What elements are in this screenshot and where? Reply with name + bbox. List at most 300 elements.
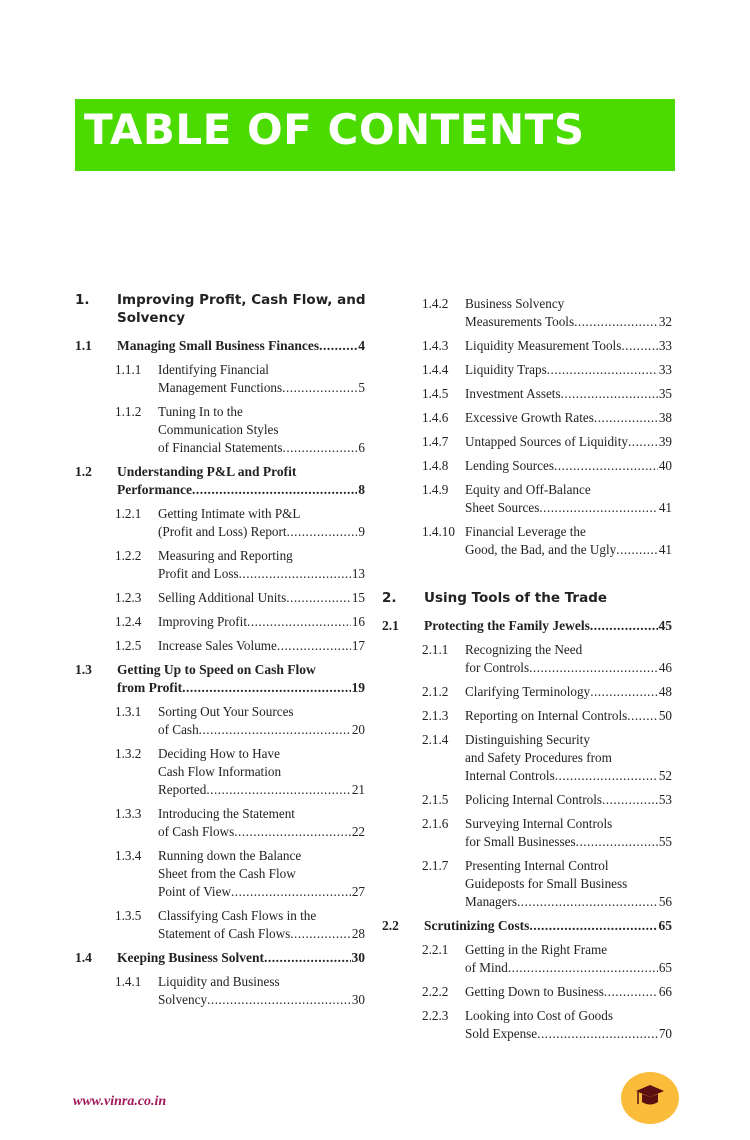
entry-title-line [465, 791, 672, 809]
entry-title-text: Improving Profit, Cash Flow, and [117, 292, 366, 308]
entry-number: 1.2.5 [115, 638, 142, 653]
subsection-entry[interactable] [382, 295, 672, 331]
entry-title-line [158, 421, 365, 439]
entry-number: 2.1.6 [422, 816, 449, 831]
entry-title-line [465, 833, 672, 851]
entry-title-line [465, 941, 672, 959]
page-number[interactable]: 30 [351, 992, 365, 1007]
entry-title-line [158, 805, 365, 823]
page-number[interactable]: 32 [658, 314, 672, 329]
footer-url-link[interactable]: www.vinra.co.in [73, 1094, 167, 1109]
entry-title-line [158, 565, 365, 583]
dot-leader [234, 823, 351, 841]
entry-body [158, 403, 365, 457]
entry-body [158, 361, 365, 397]
page-number[interactable]: 35 [658, 386, 672, 401]
entry-number: 2.1.5 [422, 792, 449, 807]
entry-number: 1.3.1 [115, 704, 142, 719]
entry-title-text: Communication Styles [158, 422, 279, 437]
page-number[interactable]: 65 [658, 960, 672, 975]
page-number[interactable]: 41 [658, 542, 672, 557]
entry-body [465, 815, 672, 851]
subsection-entry[interactable] [75, 745, 365, 799]
dot-leader [574, 313, 658, 331]
subsection-entry[interactable] [75, 613, 365, 631]
entry-title-text: Presenting Internal Control [465, 858, 609, 873]
entry-title-line [158, 847, 365, 865]
entry-number: 1.2.1 [115, 506, 142, 521]
page-number[interactable]: 15 [351, 590, 365, 605]
entry-title-text: Scrutinizing Costs [424, 918, 530, 933]
entry-title-line [465, 361, 672, 379]
entry-title-line [465, 683, 672, 701]
entry-title-line [117, 481, 365, 499]
entry-title-line [158, 613, 365, 631]
entry-title-line [424, 617, 672, 635]
entry-title-text: Reported [158, 782, 207, 797]
entry-title-text: Using Tools of the Trade [424, 590, 608, 606]
entry-number: 1.3.2 [115, 746, 142, 761]
entry-title-line [465, 409, 672, 427]
page-number[interactable]: 8 [358, 482, 365, 497]
subsection-entry[interactable] [75, 973, 365, 1009]
entry-body [465, 337, 672, 355]
entry-title-text: Measuring and Reporting [158, 548, 293, 563]
entry-title-text: Statement of Cash Flows [158, 926, 291, 941]
page-number[interactable]: 16 [351, 614, 365, 629]
entry-number: 1.4.3 [422, 338, 449, 353]
page-number[interactable]: 55 [658, 834, 672, 849]
entry-title-text: Classifying Cash Flows in the [158, 908, 317, 923]
entry-title-line [158, 523, 365, 541]
entry-title-line [465, 875, 672, 893]
entry-title-text: Getting in the Right Frame [465, 942, 608, 957]
entry-title-text: Cash Flow Information [158, 764, 282, 779]
subsection-entry[interactable] [75, 637, 365, 655]
dot-leader [554, 457, 658, 475]
entry-number: 1.3 [75, 662, 92, 677]
entry-title-line [158, 403, 365, 421]
entry-title-line [158, 925, 365, 943]
page-number[interactable]: 28 [351, 926, 365, 941]
entry-title-text: (Profit and Loss) Report [158, 524, 287, 539]
entry-title-text: Surveying Internal Controls [465, 816, 613, 831]
entry-number: 2.1.7 [422, 858, 449, 873]
entry-number: 1.4.5 [422, 386, 449, 401]
entry-body [465, 457, 672, 475]
entry-title-line [158, 883, 365, 901]
entry-title-line [158, 781, 365, 799]
entry-title-text: Excessive Growth Rates [465, 410, 594, 425]
section-entry[interactable] [382, 917, 672, 935]
entry-body [158, 973, 365, 1009]
subsection-entry[interactable] [75, 505, 365, 541]
page-number[interactable]: 20 [351, 722, 365, 737]
page-number[interactable]: 30 [351, 950, 365, 965]
entry-number: 2.2 [382, 918, 399, 933]
entry-body [158, 805, 365, 841]
page-number[interactable]: 53 [658, 792, 672, 807]
subsection-entry[interactable] [382, 523, 672, 559]
entry-title-text: for Controls [465, 660, 530, 675]
entry-title-line [465, 731, 672, 749]
section-entry[interactable] [75, 661, 365, 697]
dot-leader [627, 707, 658, 725]
page-number[interactable]: 33 [658, 338, 672, 353]
subsection-entry[interactable] [75, 703, 365, 739]
subsection-entry[interactable] [382, 983, 672, 1001]
entry-title-text: Looking into Cost of Goods [465, 1008, 613, 1023]
page-number[interactable]: 66 [658, 984, 672, 999]
entry-title-line [465, 1025, 672, 1043]
entry-title-line [117, 949, 365, 967]
entry-number: 2.2.3 [422, 1008, 449, 1023]
page-number[interactable]: 33 [658, 362, 672, 377]
page-number[interactable]: 39 [658, 434, 672, 449]
subsection-entry[interactable] [382, 1007, 672, 1043]
dot-leader [277, 637, 351, 655]
entry-title-line [158, 439, 365, 457]
entry-body [465, 791, 672, 809]
entry-body [158, 589, 365, 607]
dot-leader [590, 617, 658, 635]
entry-title-text: Investment Assets [465, 386, 561, 401]
entry-body [465, 1007, 672, 1043]
page-number[interactable]: 13 [351, 566, 365, 581]
entry-title-line [465, 481, 672, 499]
page-number[interactable]: 6 [358, 440, 365, 455]
entry-title-line [465, 1007, 672, 1025]
dot-leader [319, 337, 357, 355]
subsection-entry[interactable] [382, 481, 672, 517]
entry-title-text: Running down the Balance [158, 848, 302, 863]
entry-title-line [158, 745, 365, 763]
entry-body [465, 433, 672, 451]
page-number[interactable]: 52 [658, 768, 672, 783]
subsection-entry[interactable] [382, 857, 672, 911]
entry-title-line [158, 637, 365, 655]
entry-title-text: Protecting the Family Jewels [424, 618, 590, 633]
entry-body [465, 385, 672, 403]
entry-title-text: Liquidity Measurement Tools [465, 338, 622, 353]
entry-title-text: Management Functions [158, 380, 283, 395]
entry-body [465, 409, 672, 427]
entry-body [465, 641, 672, 677]
entry-number: 1.4.9 [422, 482, 449, 497]
section-entry[interactable] [75, 463, 365, 499]
dot-leader [529, 659, 658, 677]
entry-number: 1.1 [75, 338, 92, 353]
entry-body [158, 547, 365, 583]
entry-title-line [424, 589, 672, 607]
entry-number: 1.4.4 [422, 362, 449, 377]
entry-number: 1.4.8 [422, 458, 449, 473]
subsection-entry[interactable] [75, 805, 365, 841]
entry-body [158, 745, 365, 799]
entry-title-line [465, 313, 672, 331]
page-number[interactable]: 48 [658, 684, 672, 699]
entry-title-line [117, 309, 365, 327]
entry-title-line [465, 337, 672, 355]
dot-leader [561, 385, 658, 403]
entry-title-text: Solvency [158, 992, 208, 1007]
entry-title-line [465, 295, 672, 313]
entry-title-text: Financial Leverage the [465, 524, 586, 539]
entry-title-text: Identifying Financial [158, 362, 269, 377]
entry-title-text: Untapped Sources of Liquidity [465, 434, 628, 449]
subsection-entry[interactable] [382, 683, 672, 701]
page-number[interactable]: 46 [658, 660, 672, 675]
subsection-entry[interactable] [382, 457, 672, 475]
entry-title-line [158, 721, 365, 739]
entry-body [158, 505, 365, 541]
entry-body [158, 613, 365, 631]
page-number[interactable]: 70 [658, 1026, 672, 1041]
dot-leader [537, 1025, 658, 1043]
section-entry[interactable] [75, 949, 365, 967]
section-entry[interactable] [382, 617, 672, 635]
dot-leader [264, 949, 350, 967]
subsection-entry[interactable] [382, 433, 672, 451]
entry-title-text: and Safety Procedures from [465, 750, 612, 765]
subsection-entry[interactable] [75, 589, 365, 607]
entry-body [424, 617, 672, 635]
subsection-entry[interactable] [75, 847, 365, 901]
entry-title-line [158, 973, 365, 991]
entry-title-line [424, 917, 672, 935]
entry-title-text: Reporting on Internal Controls [465, 708, 628, 723]
entry-title-text: Increase Sales Volume [158, 638, 277, 653]
subsection-entry[interactable] [75, 907, 365, 943]
entry-title-text: Point of View [158, 884, 231, 899]
subsection-entry[interactable] [382, 707, 672, 725]
entry-body [117, 949, 365, 967]
entry-number: 1. [75, 292, 90, 308]
subsection-entry[interactable] [75, 547, 365, 583]
dot-leader [247, 613, 351, 631]
entry-title-line [158, 763, 365, 781]
dot-leader [628, 433, 658, 451]
subsection-entry[interactable] [382, 791, 672, 809]
entry-title-line [465, 767, 672, 785]
entry-number: 2.2.1 [422, 942, 449, 957]
entry-body [117, 337, 365, 355]
dot-leader [616, 541, 658, 559]
entry-title-line [465, 433, 672, 451]
entry-body [465, 683, 672, 701]
entry-title-text: of Cash [158, 722, 199, 737]
entry-title-line [465, 385, 672, 403]
entry-title-text: Getting Up to Speed on Cash Flow [117, 662, 316, 677]
entry-body [158, 907, 365, 943]
entry-title-text: Profit and Loss [158, 566, 239, 581]
dot-leader [590, 683, 658, 701]
entry-number: 1.4.10 [422, 524, 455, 539]
entry-number: 1.4.2 [422, 296, 449, 311]
dot-leader [287, 523, 358, 541]
page-number[interactable]: 19 [351, 680, 365, 695]
entry-title-line [158, 907, 365, 925]
entry-title-line [158, 547, 365, 565]
entry-body [465, 481, 672, 517]
entry-title-line [465, 749, 672, 767]
graduation-cap-logo-icon [621, 1072, 679, 1124]
entry-title-line [117, 337, 365, 355]
entry-title-text: Sheet Sources [465, 500, 540, 515]
dot-leader [283, 439, 358, 457]
entry-title-line [158, 865, 365, 883]
entry-title-text: Tuning In to the [158, 404, 243, 419]
entry-body [465, 361, 672, 379]
entry-title-text: Measurements Tools [465, 314, 575, 329]
entry-title-text: Managers [465, 894, 517, 909]
dot-leader [604, 983, 658, 1001]
page-number[interactable]: 40 [658, 458, 672, 473]
dot-leader [594, 409, 658, 427]
entry-title-line [158, 589, 365, 607]
entry-number: 1.3.5 [115, 908, 142, 923]
subsection-entry[interactable] [382, 641, 672, 677]
entry-number: 1.2 [75, 464, 92, 479]
entry-title-line [465, 499, 672, 517]
subsection-entry[interactable] [382, 361, 672, 379]
entry-number: 1.1.1 [115, 362, 142, 377]
entry-number: 1.4.7 [422, 434, 449, 449]
entry-title-text: Business Solvency [465, 296, 565, 311]
entry-body [465, 707, 672, 725]
page-number[interactable]: 56 [658, 894, 672, 909]
page-number[interactable]: 50 [658, 708, 672, 723]
entry-title-line [465, 893, 672, 911]
entry-body [465, 857, 672, 911]
subsection-entry[interactable] [75, 403, 365, 457]
page-number[interactable]: 27 [351, 884, 365, 899]
page-number[interactable]: 4 [358, 338, 365, 353]
page-title: TABLE OF CONTENTS [84, 105, 585, 154]
title-banner [75, 99, 675, 171]
entry-body [158, 703, 365, 739]
entry-title-text: Performance [117, 482, 192, 497]
page-number[interactable]: 65 [658, 918, 672, 933]
entry-body [117, 463, 365, 499]
page-number[interactable]: 17 [351, 638, 365, 653]
entry-title-line [465, 959, 672, 977]
subsection-entry[interactable] [382, 815, 672, 851]
entry-number: 2.1.4 [422, 732, 449, 747]
entry-title-line [465, 857, 672, 875]
entry-title-line [465, 659, 672, 677]
page-number[interactable]: 9 [358, 524, 365, 539]
entry-body [158, 637, 365, 655]
entry-body [465, 983, 672, 1001]
dot-leader [207, 991, 351, 1009]
entry-title-line [158, 991, 365, 1009]
entry-title-line [158, 379, 365, 397]
dot-leader [517, 893, 658, 911]
dot-leader [555, 767, 658, 785]
page-number[interactable]: 5 [358, 380, 365, 395]
entry-title-line [117, 291, 365, 309]
entry-title-text: for Small Businesses [465, 834, 576, 849]
dot-leader [199, 721, 351, 739]
entry-title-text: Managing Small Business Finances [117, 338, 320, 353]
entry-title-line [465, 815, 672, 833]
entry-title-line [158, 361, 365, 379]
entry-body [117, 661, 365, 697]
entry-number: 2. [382, 590, 397, 606]
chapter-heading[interactable] [382, 589, 672, 607]
entry-title-text: Sold Expense [465, 1026, 538, 1041]
subsection-entry[interactable] [382, 731, 672, 785]
entry-number: 1.4.6 [422, 410, 449, 425]
entry-title-text: Equity and Off-Balance [465, 482, 591, 497]
dot-leader [621, 337, 657, 355]
entry-body [158, 847, 365, 901]
chapter-heading[interactable] [75, 291, 365, 327]
entry-title-text: Liquidity and Business [158, 974, 280, 989]
subsection-entry[interactable] [382, 941, 672, 977]
entry-number: 1.3.4 [115, 848, 142, 863]
entry-title-text: Selling Additional Units [158, 590, 287, 605]
subsection-entry[interactable] [382, 337, 672, 355]
dot-leader [239, 565, 351, 583]
dot-leader [539, 499, 657, 517]
page-number[interactable]: 21 [351, 782, 365, 797]
entry-title-text: from Profit [117, 680, 183, 695]
entry-title-text: Improving Profit [158, 614, 248, 629]
dot-leader [508, 959, 658, 977]
section-entry[interactable] [75, 337, 365, 355]
entry-title-line [465, 983, 672, 1001]
subsection-entry[interactable] [75, 361, 365, 397]
dot-leader [282, 379, 357, 397]
dot-leader [290, 925, 351, 943]
entry-number: 2.1.1 [422, 642, 449, 657]
entry-title-line [117, 463, 365, 481]
subsection-entry[interactable] [382, 409, 672, 427]
entry-body [424, 917, 672, 935]
entry-number: 2.1 [382, 618, 399, 633]
entry-title-text: of Mind [465, 960, 508, 975]
entry-title-text: Recognizing the Need [465, 642, 583, 657]
entry-number: 1.3.3 [115, 806, 142, 821]
entry-title-text: Guideposts for Small Business [465, 876, 628, 891]
entry-title-text: Introducing the Statement [158, 806, 295, 821]
entry-title-text: of Financial Statements [158, 440, 283, 455]
entry-title-line [117, 679, 365, 697]
entry-title-text: Getting Down to Business [465, 984, 604, 999]
page-number[interactable]: 38 [658, 410, 672, 425]
page-number[interactable]: 41 [658, 500, 672, 515]
dot-leader [602, 791, 658, 809]
entry-body [465, 523, 672, 559]
entry-title-line [465, 541, 672, 559]
subsection-entry[interactable] [382, 385, 672, 403]
entry-title-line [158, 703, 365, 721]
entry-number: 1.4.1 [115, 974, 142, 989]
entry-title-text: Sorting Out Your Sources [158, 704, 294, 719]
entry-title-text: Good, the Bad, and the Ugly [465, 542, 617, 557]
entry-title-text: Keeping Business Solvent [117, 950, 265, 965]
dot-leader [182, 679, 350, 697]
dot-leader [231, 883, 351, 901]
dot-leader [192, 481, 357, 499]
page-number[interactable]: 45 [658, 618, 672, 633]
entry-body [424, 589, 672, 607]
entry-number: 1.2.2 [115, 548, 142, 563]
page-number[interactable]: 22 [351, 824, 365, 839]
entry-title-text: Clarifying Terminology [465, 684, 591, 699]
